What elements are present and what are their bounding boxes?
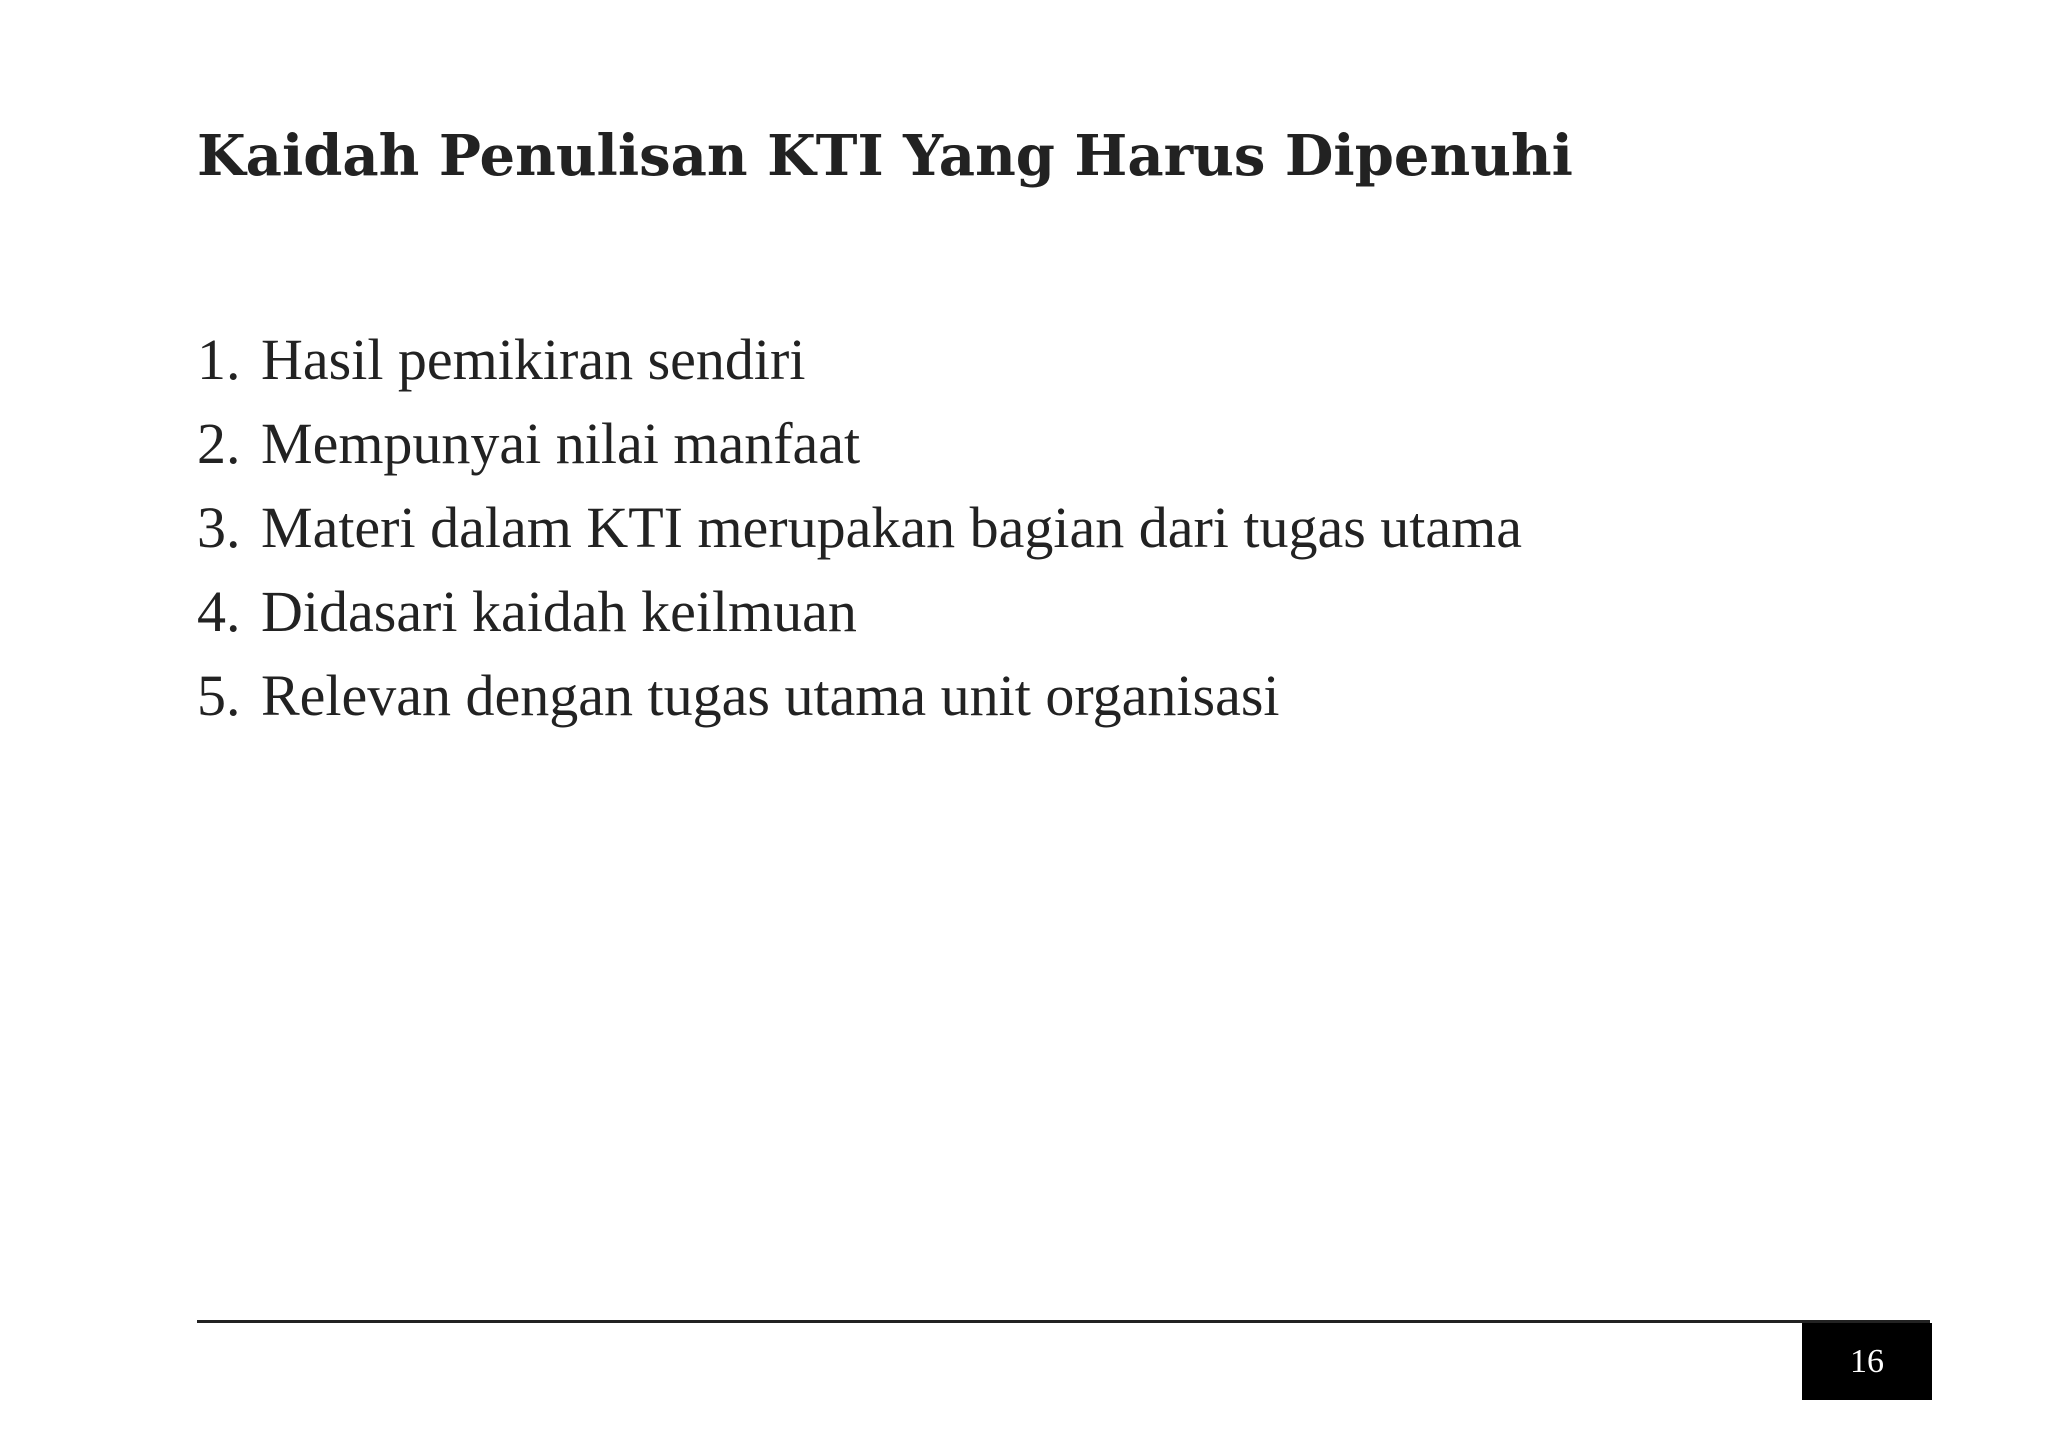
list-item-text: Materi dalam KTI merupakan bagian dari tugas utama [261,495,1523,560]
list-item-text: Relevan dengan tugas utama unit organisasi [261,663,1280,728]
list-item-text: Hasil pemikiran sendiri [261,327,806,392]
list-item-number: 1. [197,327,241,392]
list-item [197,654,1522,738]
page-number: 16 [1850,1342,1884,1380]
list-item-number: 3. [197,495,241,560]
slide-title: Kaidah Penulisan KTI Yang Harus Dipenuhi [197,123,1573,189]
list-item-text: Didasari kaidah keilmuan [261,579,857,644]
list-item-number: 4. [197,579,241,644]
criteria-list [197,318,1522,738]
list-item [197,318,1522,402]
page-number-badge [1802,1323,1932,1400]
list-item [197,402,1522,486]
list-item-number: 5. [197,663,241,728]
list-item-text: Mempunyai nilai manfaat [261,411,861,476]
footer-divider [197,1320,1930,1323]
list-item-number: 2. [197,411,241,476]
list-item [197,486,1522,570]
list-item [197,570,1522,654]
